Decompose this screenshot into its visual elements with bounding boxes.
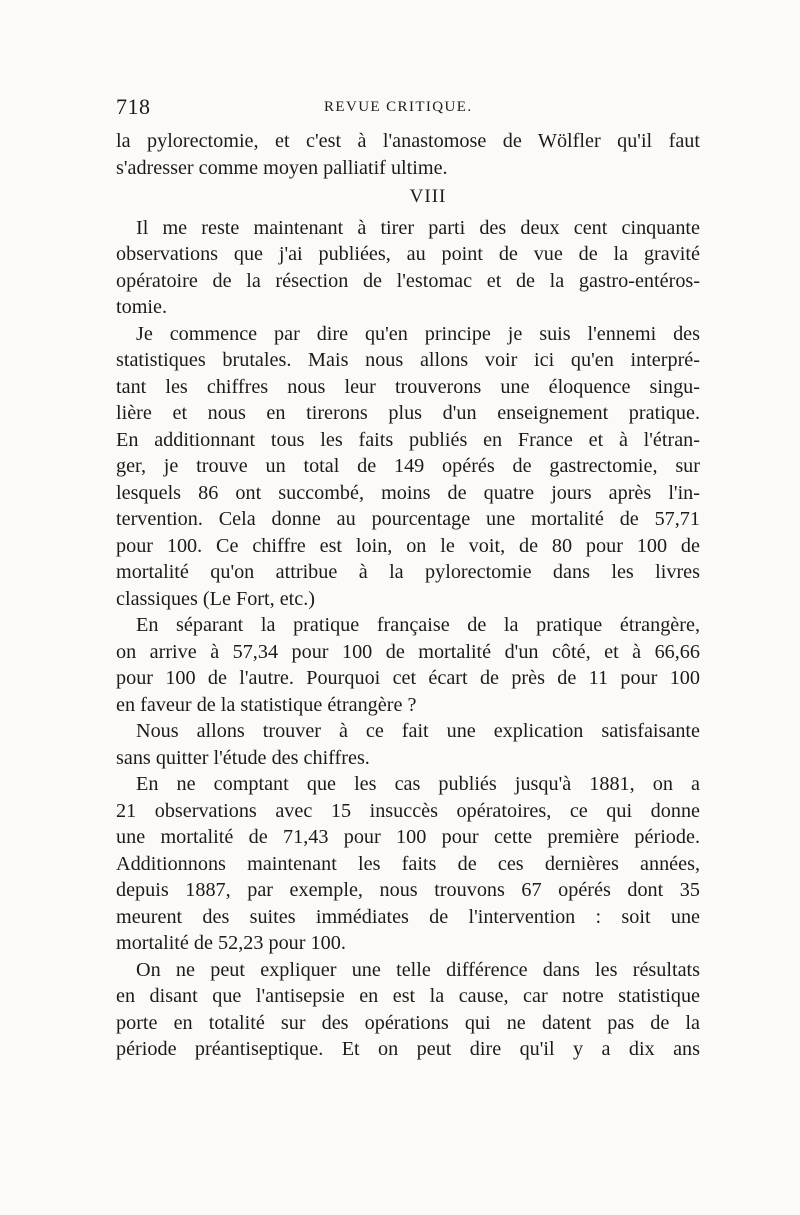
text-line: mortalité de 52,23 pour 100. xyxy=(116,932,346,954)
text-line: période préantiseptique. Et on peut dire qu'il y a dix ans xyxy=(116,1038,700,1060)
text-line: sans quitter l'étude des chiffres. xyxy=(116,746,370,769)
text-line: 21 observations avec 15 insuccès opératoires, ce qui donne xyxy=(116,799,700,822)
text-line: Il me reste maintenant à tirer parti des deux cent cinquante xyxy=(136,216,700,239)
text-line: statistiques brutales. Mais nous allons voir ici qu'en interpré- xyxy=(116,349,700,371)
text-line: En additionnant tous les faits publiés en France et à l'étran- xyxy=(116,428,700,451)
text-line: tomie. xyxy=(116,296,168,318)
text-line: observations que j'ai publiées, au point de vue de la gravité xyxy=(116,243,700,265)
page-number: 718 xyxy=(116,94,151,119)
text-line: pour 100 de l'autre. Pourquoi cet écart de près de 11 pour 100 xyxy=(116,667,700,689)
text-line: une mortalité de 71,43 pour 100 pour cette première période. xyxy=(116,826,700,848)
text-line: on arrive à 57,34 pour 100 de mortalité d'un côté, et à 66,66 xyxy=(116,640,700,663)
text-line: pour 100. Ce chiffre est loin, on le voit, de 80 pour 100 de xyxy=(116,534,700,557)
text-line: ger, je trouve un total de 149 opérés de gastrectomie, sur xyxy=(116,455,700,477)
text-line: porte en totalité sur des opérations qui ne datent pas de la xyxy=(116,1011,700,1034)
text-line: lesquels 86 ont succombé, moins de quatre jours après l'in- xyxy=(116,481,700,504)
text-line: tervention. Cela donne au pourcentage une mortalité de 57,71 xyxy=(116,508,700,530)
body-text xyxy=(116,128,700,1063)
running-title: REVUE CRITIQUE. xyxy=(324,99,473,115)
text-line: en faveur de la statistique étrangère ? xyxy=(116,693,417,716)
text-line: lière et nous en tirerons plus d'un enseignement pratique. xyxy=(116,402,700,424)
text-line: la pylorectomie, et c'est à l'anastomose de Wölfler qu'il faut xyxy=(116,130,700,152)
text-line: Nous allons trouver à ce fait une explication satisfaisante xyxy=(136,720,700,742)
text-line: Additionnons maintenant les faits de ces dernières années, xyxy=(116,852,700,875)
text-line: classiques (Le Fort, etc.) xyxy=(116,587,316,610)
text-line: depuis 1887, par exemple, nous trouvons 67 opérés dont 35 xyxy=(116,879,700,901)
section-heading: VIII xyxy=(409,186,447,207)
text-line: s'adresser comme moyen palliatif ultime. xyxy=(116,156,448,179)
page-header xyxy=(116,94,700,126)
text-line: opératoire de la résection de l'estomac et de la gastro-entéros- xyxy=(116,269,700,292)
text-line: meurent des suites immédiates de l'intervention : soit une xyxy=(116,905,700,928)
text-line: En ne comptant que les cas publiés jusqu'à 1881, on a xyxy=(136,773,700,795)
text-line: tant les chiffres nous leur trouverons une éloquence singu- xyxy=(116,375,700,398)
text-line: On ne peut expliquer une telle différence dans les résultats xyxy=(136,958,700,981)
text-line: Je commence par dire qu'en principe je suis l'ennemi des xyxy=(136,322,700,345)
text-line: mortalité qu'on attribue à la pylorectomie dans les livres xyxy=(116,561,700,583)
text-line: en disant que l'antisepsie en est la cause, car notre statistique xyxy=(116,985,700,1007)
text-line: En séparant la pratique française de la pratique étrangère, xyxy=(136,614,700,636)
